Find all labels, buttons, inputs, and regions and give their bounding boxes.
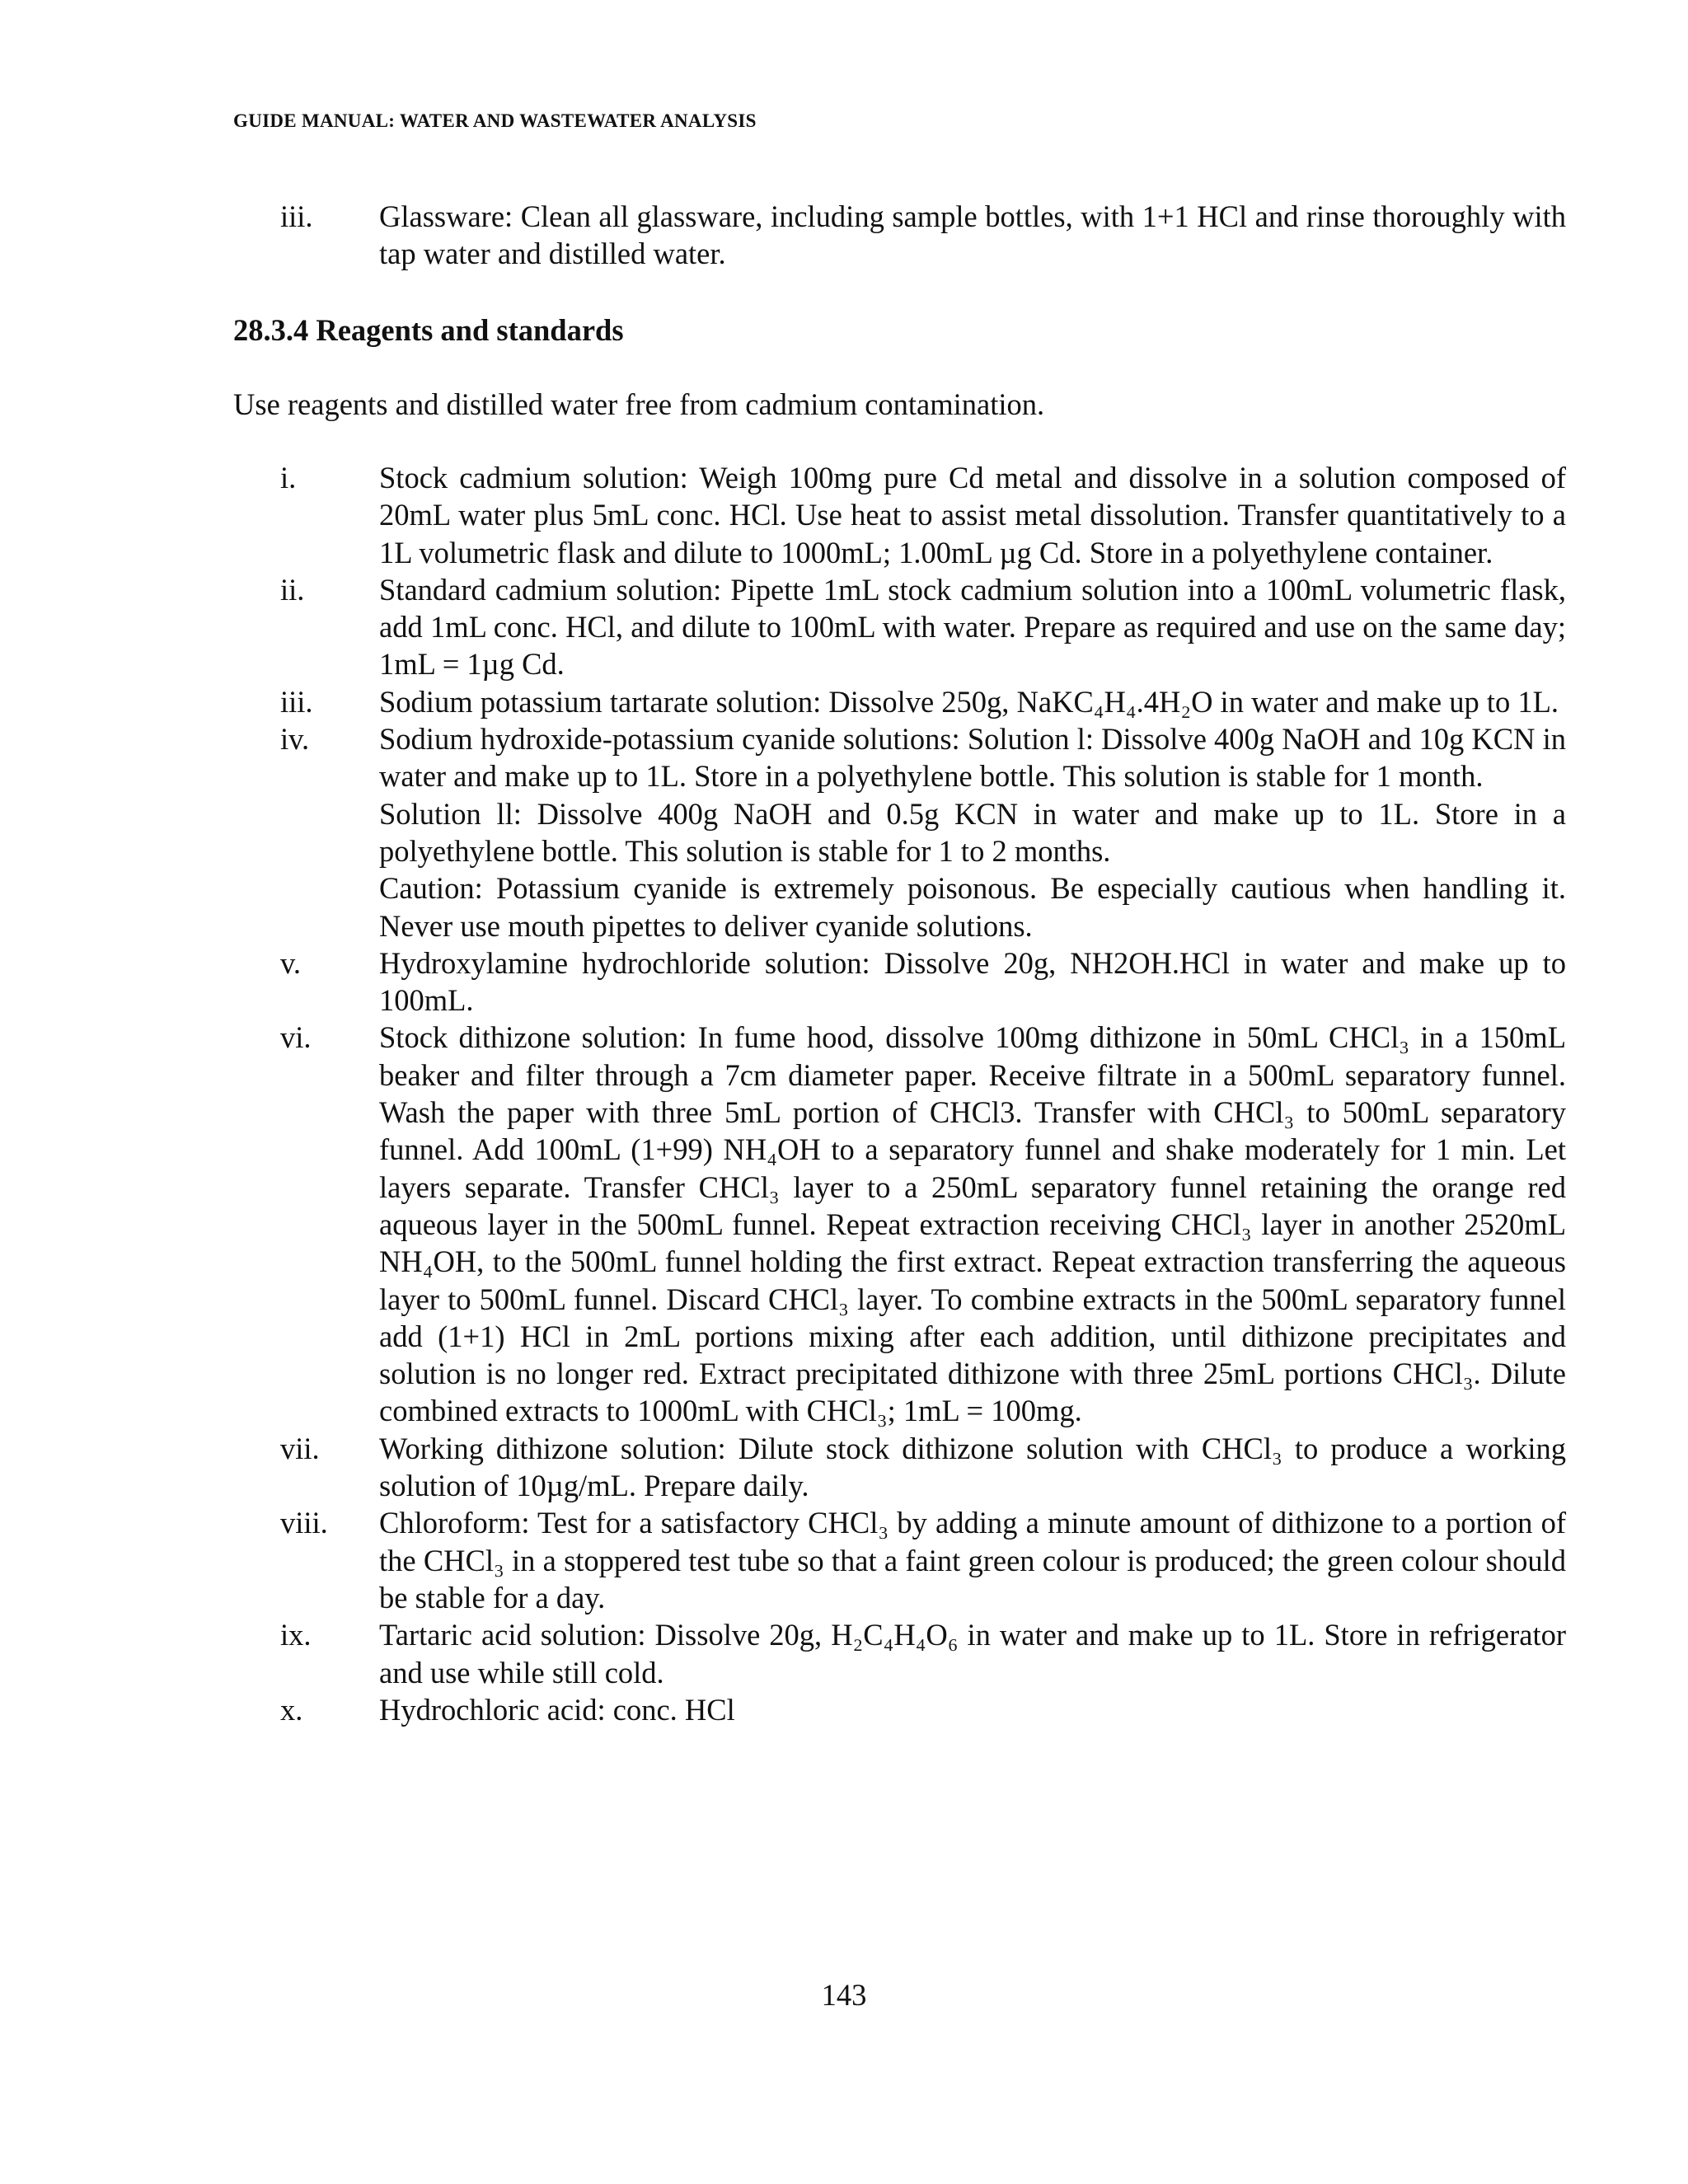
item-body — [379, 720, 1566, 944]
item-paragraph: Solution ll: Dissolve 400g NaOH and 0.5g KCN in water and make up to 1L. Store in a polyethylene bottle. This solution is stable for 1 to 2 months. — [379, 796, 1566, 868]
item-paragraph: Caution: Potassium cyanide is extremely poisonous. Be especially cautious when handling it. Never use mouth pipettes to deliver cyanide solutions. — [379, 871, 1566, 943]
item-number: ix. — [280, 1618, 312, 1652]
list-item — [233, 459, 1566, 571]
list-item — [233, 720, 1566, 944]
list-item — [233, 571, 1566, 683]
item-body — [379, 459, 1566, 571]
item-paragraph: Working dithizone solution: Dilute stock dithizone solution with CHCl₃ to produce a working solution of 10µg/mL. Prepare daily. — [379, 1431, 1566, 1503]
item-body — [379, 1019, 1566, 1429]
list-item — [233, 198, 1566, 273]
item-paragraph: Stock cadmium solution: Weigh 100mg pure Cd metal and dissolve in a solution composed of 20mL water plus 5mL conc. HCl. Use heat to assist metal dissolution. Transfer quantitatively to a 1L volumetric flask and dilute to 1000mL; 1.00mL µg Cd. Store in a polyethylene container. — [379, 461, 1566, 569]
item-paragraph: Chloroform: Test for a satisfactory CHCl₃ by adding a minute amount of dithizone to a portion of the CHCl₃ in a stoppered test tube so that a faint green colour is produced; the green colour should be stable for a day. — [379, 1506, 1566, 1615]
running-header: GUIDE MANUAL: WATER AND WASTEWATER ANALYSIS — [233, 110, 757, 131]
item-body — [379, 571, 1566, 683]
item-number: iv. — [280, 722, 310, 757]
item-body — [379, 1504, 1566, 1616]
item-paragraph: Tartaric acid solution: Dissolve 20g, H₂C₄H₄O₆ in water and make up to 1L. Store in refrigerator and use while still cold. — [379, 1618, 1566, 1690]
item-body — [379, 683, 1566, 720]
item-number: ii. — [280, 572, 305, 607]
page-number: 143 — [821, 1978, 867, 2012]
item-body — [379, 1430, 1566, 1505]
item-paragraph: Sodium potassium tartarate solution: Dissolve 250g, NaKC₄H₄.4H₂O in water and make up to 1L. — [379, 684, 1559, 719]
glassware-list — [233, 198, 1566, 273]
item-body — [379, 1616, 1566, 1691]
item-number: x. — [280, 1692, 303, 1727]
section-intro: Use reagents and distilled water free from cadmium contamination. — [233, 387, 1045, 421]
item-paragraph: Stock dithizone solution: In fume hood, dissolve 100mg dithizone in 50mL CHCl₃ in a 150mL beaker and filter through a 7cm diameter paper. Receive filtrate in a 500mL separatory funnel. Wash the paper with three 5mL portion of CHCl3. Transfer with CHCl₃ to 500mL separatory funnel. Add 100mL (1+99) NH₄OH to a separatory funnel and shake moderately for 1 min. Let layers separate. Transfer CHCl₃ layer to a 250mL separatory funnel retaining the orange red aqueous layer in the 500mL funnel. Repeat extraction receiving CHCl₃ layer in another 2520mL NH₄OH, to the 500mL funnel holding the first extract. Repeat extraction transferring the aqueous layer to 500mL funnel. Discard CHCl₃ layer. To combine extracts in the 500mL separatory funnel add (1+1) HCl in 2mL portions mixing after each addition, until dithizone precipitates and solution is no longer red. Extract precipitated dithizone with three 25mL portions CHCl₃. Dilute combined extracts to 1000mL with CHCl₃; 1mL = 100mg. — [379, 1020, 1566, 1428]
item-paragraph: Sodium hydroxide-potassium cyanide solutions: Solution l: Dissolve 400g NaOH and 10g KCN in water and make up to 1L. Store in a polyethylene bottle. This solution is stable for 1 month. — [379, 722, 1566, 794]
reagents-list — [233, 459, 1566, 1728]
item-body — [379, 944, 1566, 1019]
item-paragraph: Hydroxylamine hydrochloride solution: Dissolve 20g, NH2OH.HCl in water and make up to 100mL. — [379, 945, 1566, 1018]
item-number: iii. — [280, 684, 313, 719]
list-item — [233, 1019, 1566, 1429]
item-number: iii. — [280, 199, 313, 233]
item-number: vi. — [280, 1020, 312, 1055]
item-number: i. — [280, 461, 297, 494]
list-item — [233, 1691, 1566, 1728]
list-item — [233, 1504, 1566, 1616]
item-number: v. — [280, 945, 302, 980]
item-paragraph: Standard cadmium solution: Pipette 1mL stock cadmium solution into a 100mL volumetric flask, add 1mL conc. HCl, and dilute to 100mL with water. Prepare as required and use on the same day; 1mL = 1µg Cd. — [379, 572, 1566, 682]
section-heading: 28.3.4 Reagents and standards — [233, 313, 624, 347]
item-number: viii. — [280, 1506, 328, 1540]
list-item — [233, 683, 1566, 720]
item-text: Glassware: Clean all glassware, including sample bottles, with 1+1 HCl and rinse thoroughly with tap water and distilled water. — [379, 199, 1566, 271]
list-item — [233, 1616, 1566, 1691]
list-item — [233, 1430, 1566, 1505]
item-body — [379, 1691, 1566, 1728]
item-paragraph: Hydrochloric acid: conc. HCl — [379, 1692, 735, 1727]
item-number: vii. — [280, 1431, 320, 1465]
list-item — [233, 944, 1566, 1019]
